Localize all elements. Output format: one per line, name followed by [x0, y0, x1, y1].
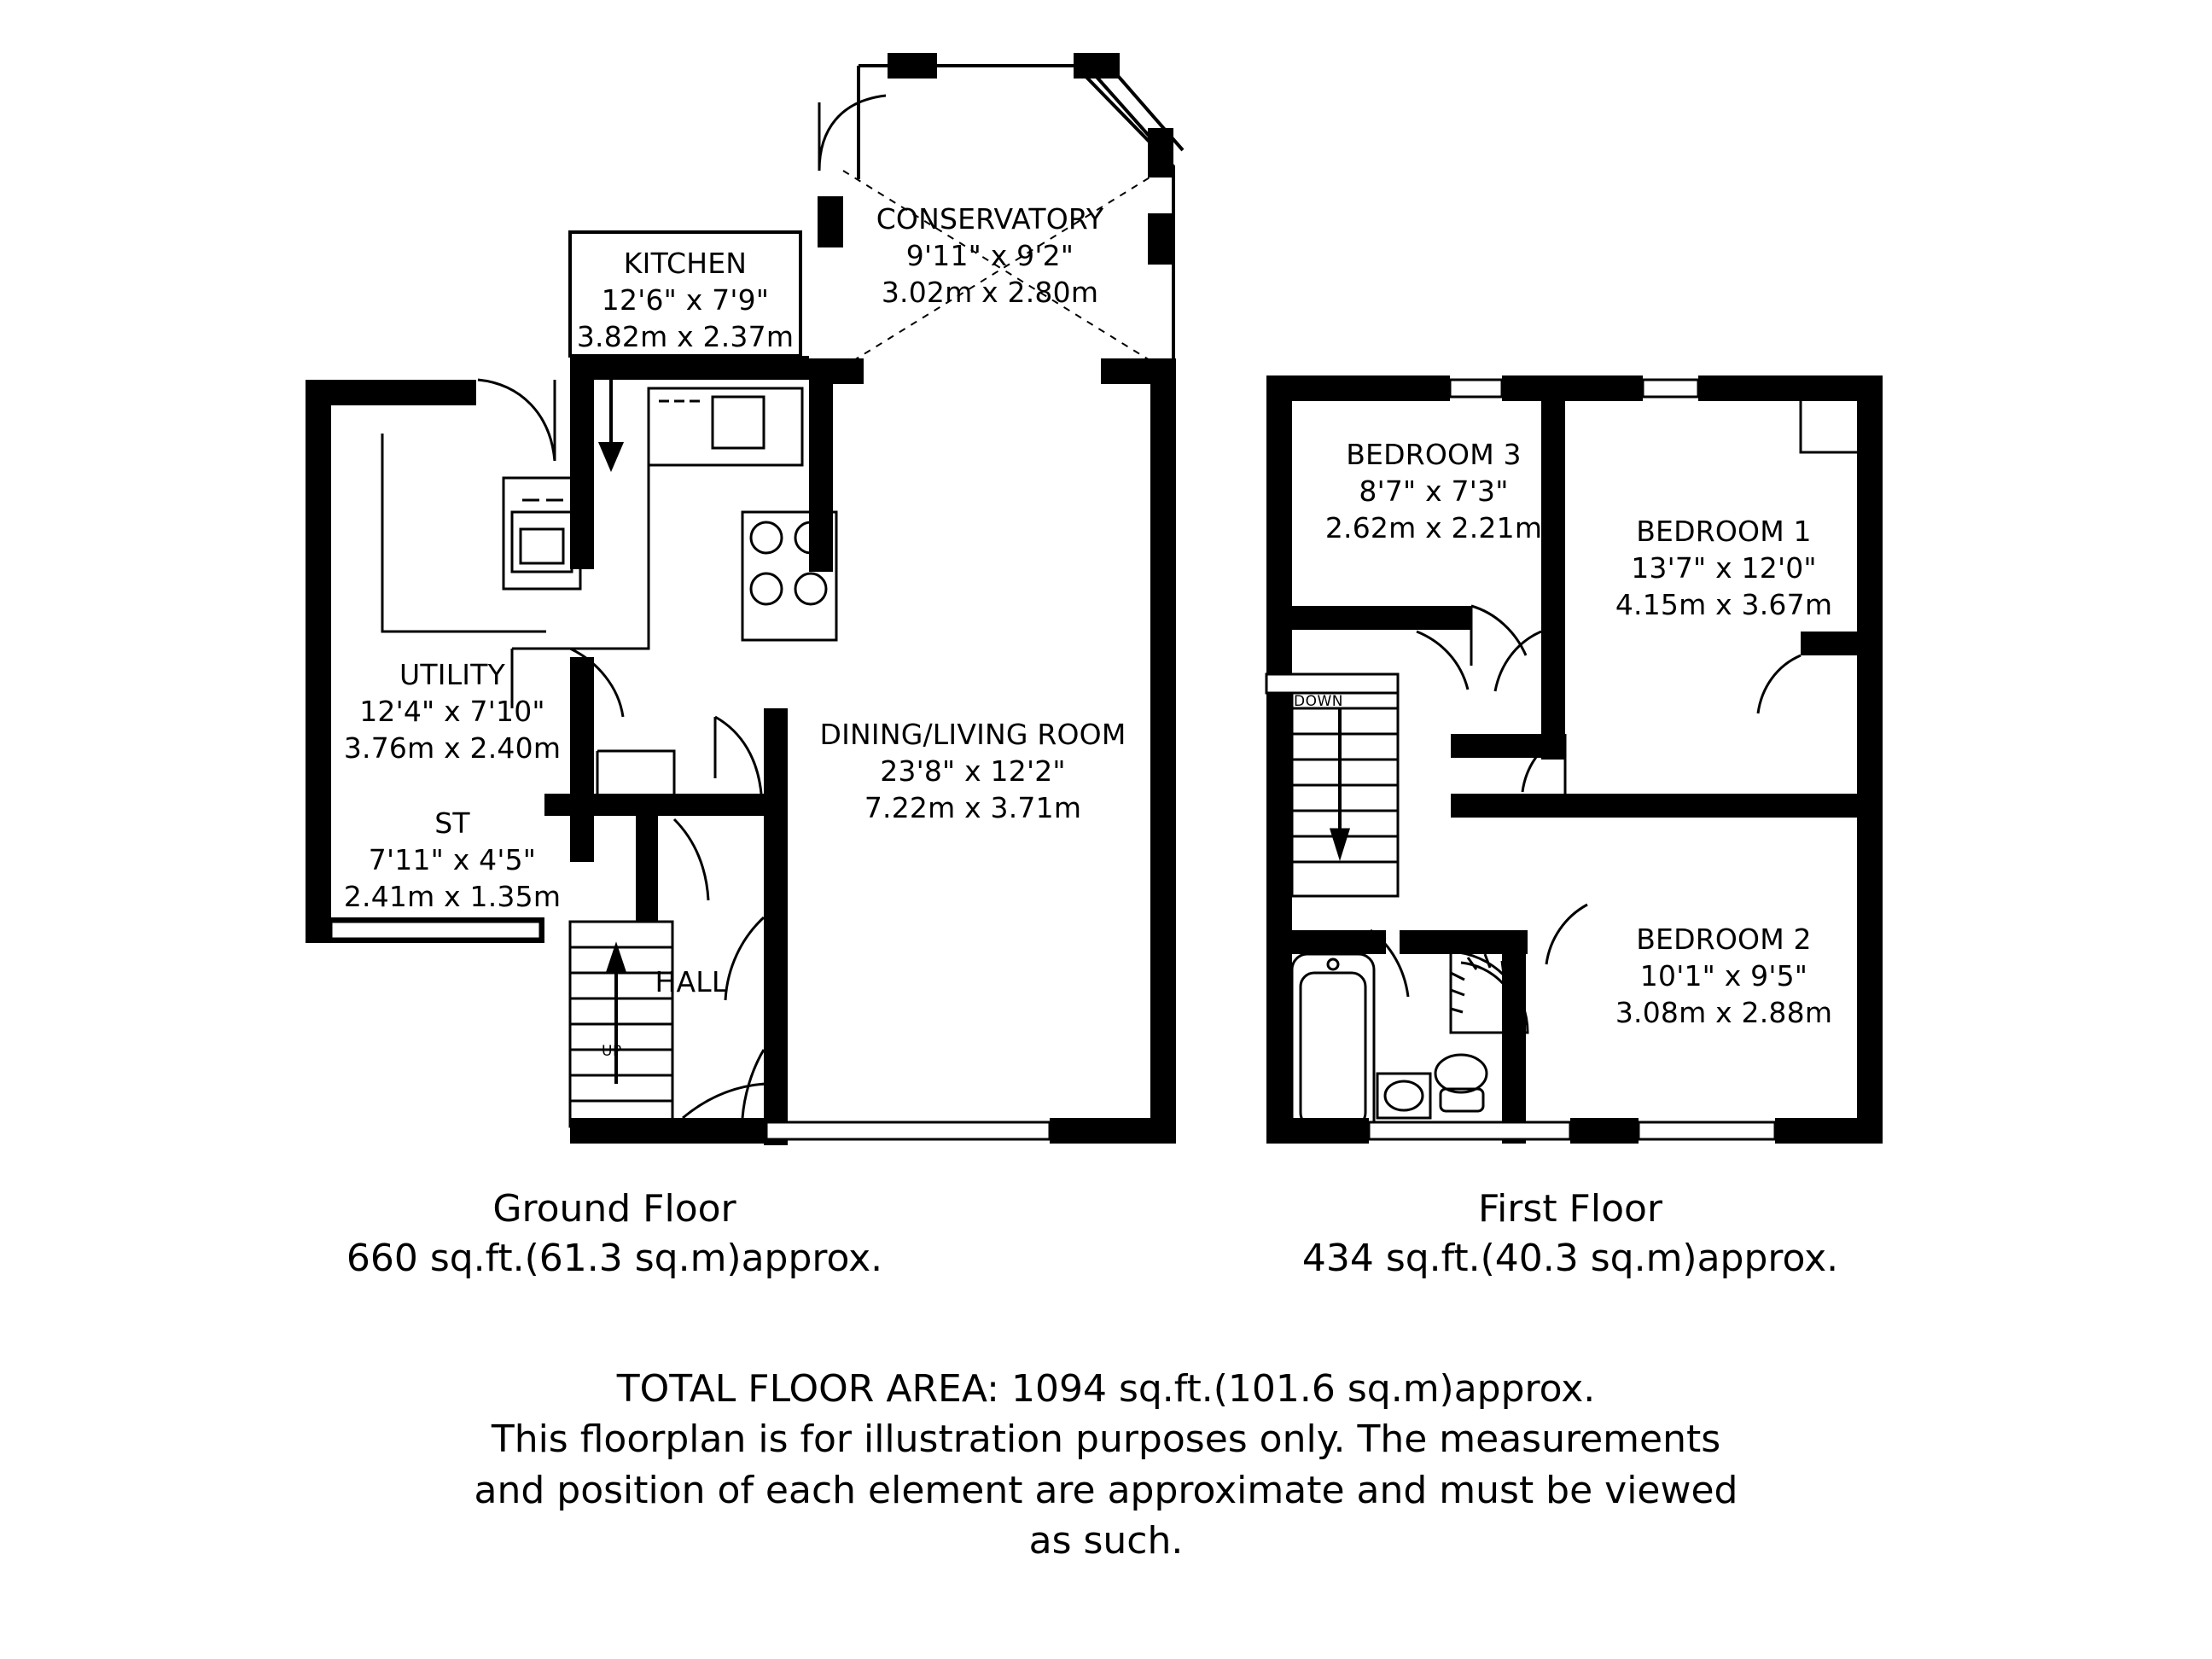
room-label-st: [316, 806, 589, 916]
ground-floor-stairs: [570, 922, 672, 1126]
room-label-conservatory: [777, 201, 1203, 311]
room-label-bedroom-3: [1280, 437, 1587, 547]
room-name: DINING/LIVING ROOM: [819, 718, 1126, 751]
first-floor-caption-name: First Floor: [1477, 1187, 1663, 1231]
room-dim-imperial: 9'11" x 9'2": [905, 238, 1074, 272]
room-label-bedroom-2: [1570, 922, 1877, 1032]
room-label-dining-living-room: [794, 717, 1152, 827]
room-dim-metric: 3.82m x 2.37m: [576, 319, 795, 353]
room-dim-imperial: 13'7" x 12'0": [1631, 550, 1817, 585]
room-dim-imperial: 7'11" x 4'5": [368, 842, 537, 876]
room-dim-imperial: 10'1" x 9'5": [1639, 958, 1808, 992]
ground-floor-caption-name: Ground Floor: [492, 1187, 736, 1231]
disclaimer-line-3: as such.: [1028, 1519, 1184, 1563]
room-dim-metric: 3.76m x 2.40m: [343, 731, 562, 765]
ground-floor-caption-area: 660 sq.ft.(61.3 sq.m)approx.: [346, 1237, 883, 1281]
disclaimer-line-1: This floorplan is for illustration purposes only. The measurements: [491, 1417, 1721, 1462]
room-name: UTILITY: [399, 658, 505, 691]
room-name: BEDROOM 3: [1346, 438, 1522, 471]
room-dim-imperial: 23'8" x 12'2": [880, 754, 1066, 788]
room-dim-metric: 4.15m x 3.67m: [1615, 587, 1833, 621]
ground-floor-caption: [273, 1185, 956, 1284]
stairs-down-label: DOWN: [1294, 693, 1343, 710]
total-floor-area: TOTAL FLOOR AREA: 1094 sq.ft.(101.6 sq.m)approx.: [616, 1367, 1596, 1411]
room-dim-metric: 3.08m x 2.88m: [1615, 995, 1833, 1029]
room-dim-imperial: 8'7" x 7'3": [1359, 474, 1509, 508]
ground-floor-windows: [331, 922, 1050, 1139]
conservatory-door: [819, 96, 886, 171]
room-name: CONSERVATORY: [876, 202, 1104, 236]
room-name: BEDROOM 1: [1636, 515, 1812, 548]
first-floor-caption: [1195, 1185, 1946, 1284]
room-name: BEDROOM 2: [1636, 923, 1812, 956]
footer-text: [0, 1364, 2212, 1567]
room-label-hall: [623, 964, 760, 1001]
room-dim-metric: 2.41m x 1.35m: [343, 879, 562, 913]
stairs-up-label: UP: [602, 1043, 622, 1060]
room-name: ST: [434, 806, 470, 840]
room-dim-metric: 2.62m x 2.21m: [1324, 510, 1543, 544]
room-dim-metric: 7.22m x 3.71m: [864, 790, 1082, 824]
disclaimer-line-2: and position of each element are approximate and must be viewed: [474, 1468, 1738, 1512]
first-floor-caption-area: 434 sq.ft.(40.3 sq.m)approx.: [1301, 1237, 1839, 1281]
room-dim-imperial: 12'6" x 7'9": [601, 282, 770, 317]
bathroom-fixtures: [1292, 952, 1528, 1138]
room-name: HALL: [655, 965, 728, 998]
room-dim-metric: 3.02m x 2.80m: [881, 275, 1099, 309]
room-label-utility: [316, 657, 589, 767]
room-label-bedroom-1: [1570, 514, 1877, 624]
room-dim-imperial: 12'4" x 7'10": [359, 694, 545, 728]
room-name: KITCHEN: [623, 247, 748, 280]
